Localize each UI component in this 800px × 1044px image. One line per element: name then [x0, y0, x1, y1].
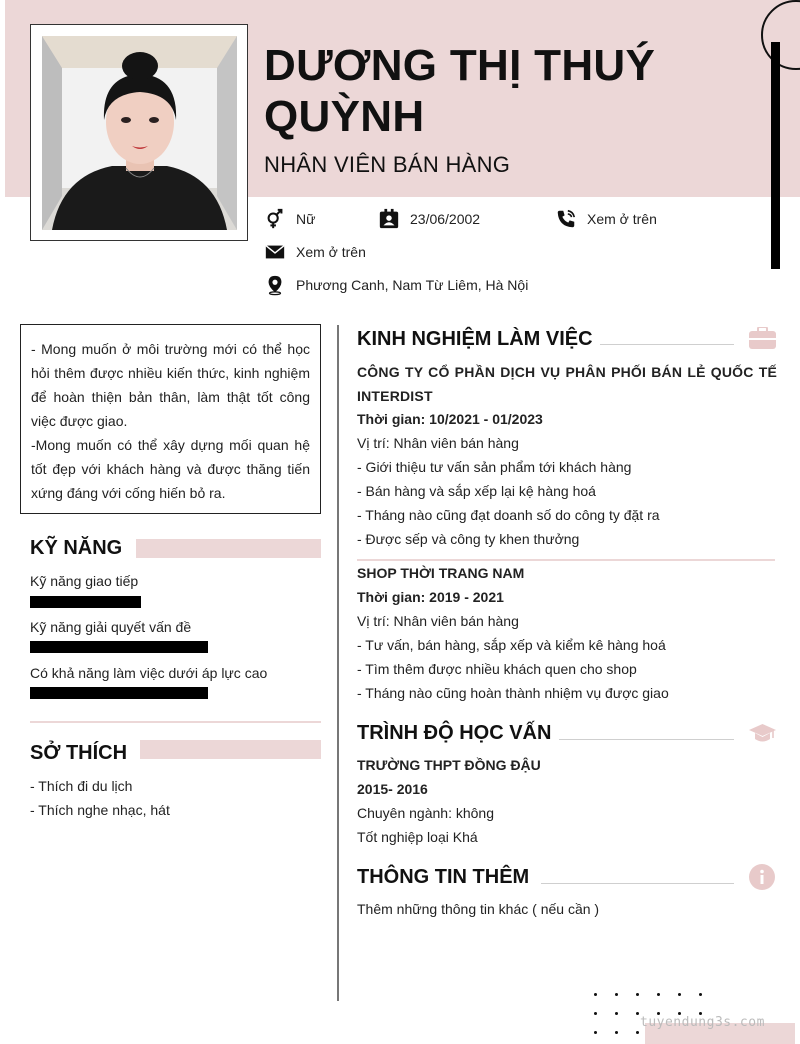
gender-text: Nữ [296, 211, 316, 227]
career-objective [20, 324, 321, 514]
education-title-line [559, 739, 734, 740]
id-card-icon [378, 208, 400, 230]
info-address [264, 274, 528, 296]
graduation-cap-icon [749, 724, 776, 744]
gender-icon [264, 208, 286, 230]
job-duty: - Tháng nào cũng đạt doanh số do công ty đặt ra [357, 507, 660, 523]
column-divider [337, 325, 339, 1001]
job-duty: - Tháng nào cũng hoàn thành nhiệm vụ được giao [357, 685, 669, 701]
hobbies-title: SỞ THÍCH [30, 742, 128, 764]
experience-title-line [600, 344, 734, 345]
school-years: 2015- 2016 [357, 781, 428, 797]
info-icon [749, 864, 775, 890]
job-duty: - Giới thiệu tư vấn sản phẩm tới khách hàng [357, 459, 632, 475]
hobby-item: - Thích đi du lịch [30, 778, 133, 794]
additional-title-line [541, 883, 734, 884]
watermark: tuyendung3s.com [640, 1015, 765, 1030]
job-duty: - Tìm thêm được nhiều khách quen cho shop [357, 661, 637, 677]
address-text: Phương Canh, Nam Từ Liêm, Hà Nội [296, 277, 529, 293]
skill-level-bar [30, 596, 141, 608]
company-name: SHOP THỜI TRANG NAM [357, 565, 525, 581]
job-duty: - Tư vấn, bán hàng, sắp xếp và kiểm kê hàng hoá [357, 637, 666, 653]
school-major: Chuyên ngành: không [357, 805, 494, 821]
job-time: Thời gian: 2019 - 2021 [357, 589, 504, 605]
phone-icon [555, 208, 577, 230]
birthday-text: 23/06/2002 [410, 211, 481, 227]
job-position: Vị trí: Nhân viên bán hàng [357, 435, 519, 451]
skills-title-bar [136, 539, 321, 558]
job-duty: - Được sếp và công ty khen thưởng [357, 531, 580, 547]
location-pin-icon [264, 274, 286, 296]
email-icon [264, 241, 286, 263]
job-position: Vị trí: Nhân viên bán hàng [357, 613, 519, 629]
objective-paragraph: -Mong muốn có thể xây dựng mối quan hệ tốt đẹp với khách hàng và được thăng tiến xứng đáng với cống hiến bỏ ra. [31, 437, 310, 501]
school-grade: Tốt nghiệp loại Khá [357, 829, 478, 845]
skill-label: Kỹ năng giao tiếp [30, 573, 139, 589]
skill-level-bar [30, 687, 208, 699]
candidate-name: DƯƠNG THỊ THUÝ QUỲNH [264, 41, 656, 141]
info-email [264, 241, 366, 263]
objective-paragraph: - Mong muốn ở môi trường mới có thể học hỏi thêm được nhiều kiến thức, kinh nghiệm để hoàn thiện bản thân, làm thật tốt công việc được giao. [31, 341, 310, 429]
info-gender [264, 208, 315, 230]
skill-level-bar [30, 641, 208, 653]
job-time: Thời gian: 10/2021 - 01/2023 [357, 411, 543, 427]
school-name: TRƯỜNG THPT ĐỒNG ĐẬU [357, 757, 541, 773]
briefcase-icon [749, 327, 776, 349]
hobby-item: - Thích nghe nhạc, hát [30, 802, 170, 818]
hobbies-title-bar [140, 740, 321, 759]
job-title: NHÂN VIÊN BÁN HÀNG [264, 152, 511, 177]
decorative-vertical-bar [771, 42, 780, 269]
info-phone [555, 208, 657, 230]
additional-title: THÔNG TIN THÊM [357, 866, 530, 888]
skill-label: Kỹ năng giải quyết vấn đề [30, 619, 192, 635]
phone-text: Xem ở trên [587, 211, 657, 227]
profile-photo [42, 36, 237, 230]
job-duty: - Bán hàng và sắp xếp lại kệ hàng hoá [357, 483, 596, 499]
job-divider [357, 559, 775, 561]
company-name: CÔNG TY CỔ PHẦN DỊCH VỤ PHÂN PHỐI BÁN LẺ QUỐC TẾ INTERDIST [357, 364, 777, 404]
section-divider [30, 721, 321, 723]
skills-title: KỸ NĂNG [30, 537, 123, 559]
education-title: TRÌNH ĐỘ HỌC VẤN [357, 722, 552, 744]
experience-title: KINH NGHIỆM LÀM VIỆC [357, 328, 593, 350]
info-birthday [378, 208, 480, 230]
email-text: Xem ở trên [296, 244, 366, 260]
additional-text: Thêm những thông tin khác ( nếu cần ) [357, 901, 600, 917]
skill-label: Có khả năng làm việc dưới áp lực cao [30, 665, 268, 681]
